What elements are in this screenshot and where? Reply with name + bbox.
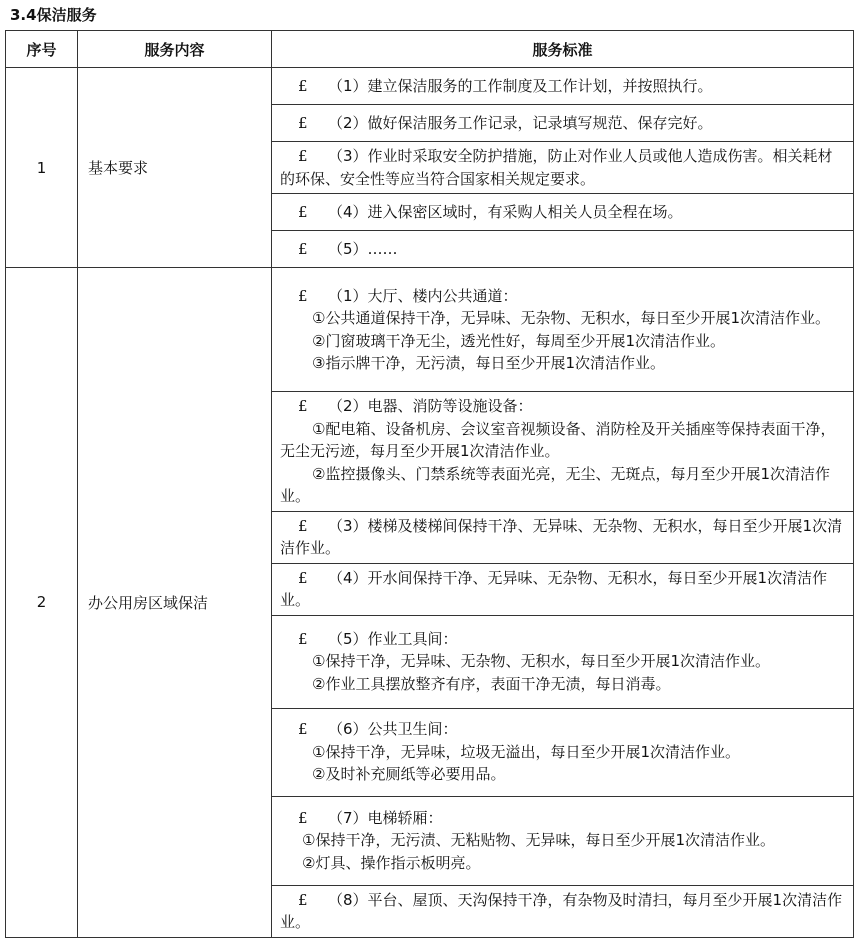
checkbox-bullet-icon: £: [298, 890, 308, 909]
service-standard: [272, 142, 854, 194]
cleaning-service-table: [5, 30, 854, 938]
checkbox-bullet-icon: £: [298, 286, 308, 305]
checkbox-bullet-icon: £: [298, 397, 308, 415]
service-standard: [272, 68, 854, 105]
standard-text: （8）平台、屋顶、天沟保持干净，有杂物及时清扫，每月至少开展1次清洁作业。: [280, 890, 843, 931]
checkbox-bullet-icon: £: [298, 720, 308, 739]
service-standard: [272, 392, 854, 512]
standard-subitem: ①公共通道保持干净，无异味、无杂物、无积水，每日至少开展1次清洁作业。: [312, 309, 830, 327]
section-title: 3.4保洁服务: [10, 6, 97, 24]
service-standard: [272, 615, 854, 708]
standard-text: （3）作业时采取安全防护措施，防止对作业人员或他人造成伤害。相关耗材的环保、安全性等应当符合国家相关规定要求。: [280, 147, 833, 188]
row-number: 1: [6, 68, 78, 268]
service-standard: [272, 194, 854, 231]
service-standard: [272, 708, 854, 796]
standard-text: （2）电器、消防等设施设备：: [328, 397, 533, 415]
standard-subitem: ②及时补充厕纸等必要用品。: [312, 765, 506, 784]
standard-subitem: ②门窗玻璃干净无尘，透光性好，每周至少开展1次清洁作业。: [312, 331, 725, 350]
table-row: [6, 68, 854, 105]
service-content: 基本要求: [78, 68, 272, 268]
checkbox-bullet-icon: £: [298, 239, 308, 258]
service-standard: [272, 268, 854, 392]
standard-text: （6）公共卫生间：: [328, 720, 458, 739]
table-body: [6, 68, 854, 938]
header-no: 序号: [6, 31, 78, 68]
standard-subitem: ①保持干净，无异味，垃圾无溢出，每日至少开展1次清洁作业。: [312, 742, 740, 761]
service-standard: [272, 885, 854, 937]
row-number: 2: [6, 268, 78, 938]
table-row: [6, 268, 854, 392]
service-standard: [272, 231, 854, 268]
checkbox-bullet-icon: £: [298, 516, 308, 535]
service-standard: [272, 796, 854, 885]
standard-text: （5）……: [328, 239, 398, 258]
standard-text: （7）电梯轿厢：: [328, 808, 443, 827]
checkbox-bullet-icon: £: [298, 202, 308, 221]
checkbox-bullet-icon: £: [298, 629, 308, 648]
header-standard: 服务标准: [272, 31, 854, 68]
checkbox-bullet-icon: £: [298, 808, 308, 827]
standard-subitem: ②监控摄像头、门禁系统等表面光亮，无尘、无斑点，每月至少开展1次清洁作业。: [280, 464, 830, 505]
service-standard: [272, 563, 854, 615]
header-content: 服务内容: [78, 31, 272, 68]
checkbox-bullet-icon: £: [298, 76, 308, 95]
standard-text: （1）大厅、楼内公共通道：: [328, 286, 518, 305]
standard-text: （3）楼梯及楼梯间保持干净、无异味、无杂物、无积水，每日至少开展1次清洁作业。: [280, 516, 843, 557]
service-standard: [272, 511, 854, 563]
checkbox-bullet-icon: £: [298, 113, 308, 132]
checkbox-bullet-icon: £: [298, 147, 308, 165]
standard-subitem: ②作业工具摆放整齐有序，表面干净无渍，每日消毒。: [312, 674, 671, 693]
checkbox-bullet-icon: £: [298, 568, 308, 587]
standard-subitem: ①保持干净，无污渍、无粘贴物、无异味，每日至少开展1次清洁作业。: [302, 831, 775, 850]
standard-subitem: ①配电箱、设备机房、会议室音视频设备、消防栓及开关插座等保持表面干净，无尘无污迹，每月至少开展1次清洁作业。: [280, 419, 836, 460]
standard-text: （5）作业工具间：: [328, 629, 458, 648]
standard-subitem: ②灯具、操作指示板明亮。: [302, 853, 481, 872]
standard-subitem: ①保持干净，无异味、无杂物、无积水，每日至少开展1次清洁作业。: [312, 652, 770, 671]
table-header-row: [6, 31, 854, 68]
service-content: 办公用房区域保洁: [78, 268, 272, 938]
standard-text: （4）进入保密区域时，有采购人相关人员全程在场。: [328, 202, 683, 221]
standard-text: （1）建立保洁服务的工作制度及工作计划，并按照执行。: [328, 76, 713, 95]
standard-subitem: ③指示牌干净，无污渍，每日至少开展1次清洁作业。: [312, 354, 665, 372]
service-standard: [272, 105, 854, 142]
standard-text: （4）开水间保持干净、无异味、无杂物、无积水，每日至少开展1次清洁作业。: [280, 568, 828, 609]
standard-text: （2）做好保洁服务工作记录，记录填写规范、保存完好。: [328, 113, 713, 132]
